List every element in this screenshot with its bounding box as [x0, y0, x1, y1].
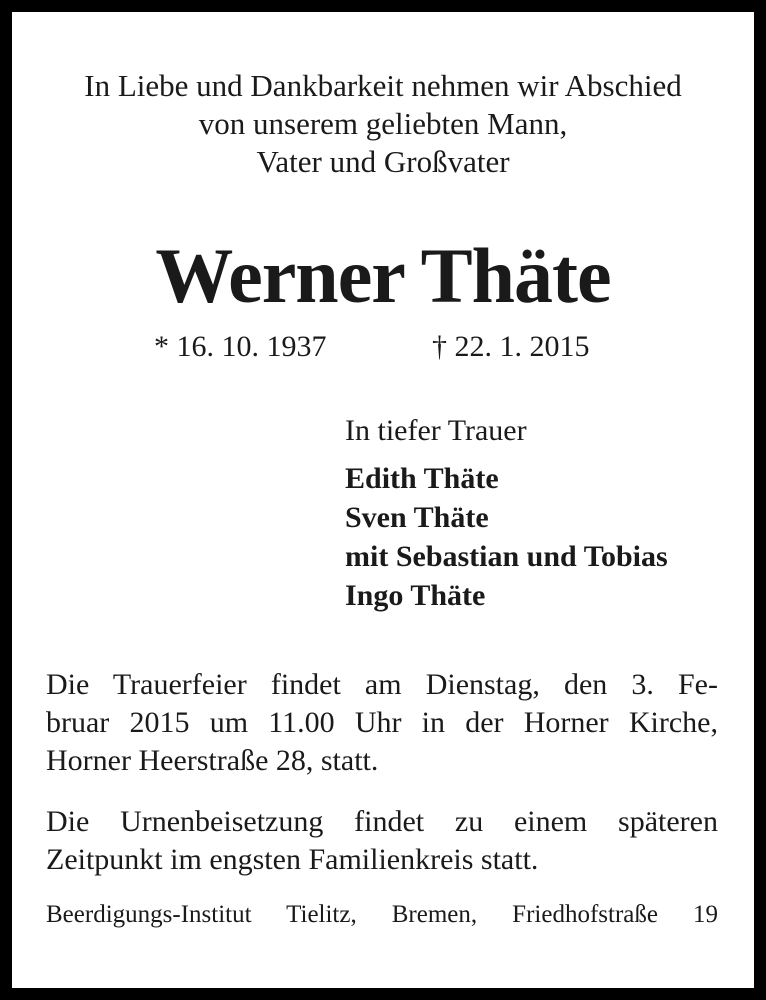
mourner-name: Edith Thäte	[345, 462, 499, 495]
mourner-name: Sven Thäte	[345, 501, 489, 534]
ceremony-line: bruar 2015 um 11.00 Uhr in der Horner Kirche,	[46, 706, 718, 739]
funeral-home: Beerdigungs-Institut Tielitz, Bremen, Friedhofstraße 19	[46, 901, 718, 928]
obituary-notice	[12, 12, 754, 988]
intro-line: Vater und Großvater	[256, 144, 510, 179]
burial-line: Die Urnenbeisetzung findet zu einem späteren	[46, 805, 718, 838]
mourner-name: Ingo Thäte	[345, 579, 486, 612]
intro-line: In Liebe und Dankbarkeit nehmen wir Abschied	[84, 68, 682, 103]
death-date: † 22. 1. 2015	[432, 330, 590, 363]
birth-date: * 16. 10. 1937	[154, 330, 327, 363]
intro-line: von unserem geliebten Mann,	[198, 106, 568, 141]
burial-line: Zeitpunkt im engsten Familienkreis statt.	[46, 843, 539, 876]
mourning-heading: In tiefer Trauer	[345, 414, 527, 447]
deceased-name: Werner Thäte	[155, 232, 611, 319]
ceremony-line: Die Trauerfeier findet am Dienstag, den 3. Fe-	[46, 668, 718, 701]
ceremony-line: Horner Heerstraße 28, statt.	[46, 744, 379, 777]
mourner-name: mit Sebastian und Tobias	[345, 540, 668, 573]
